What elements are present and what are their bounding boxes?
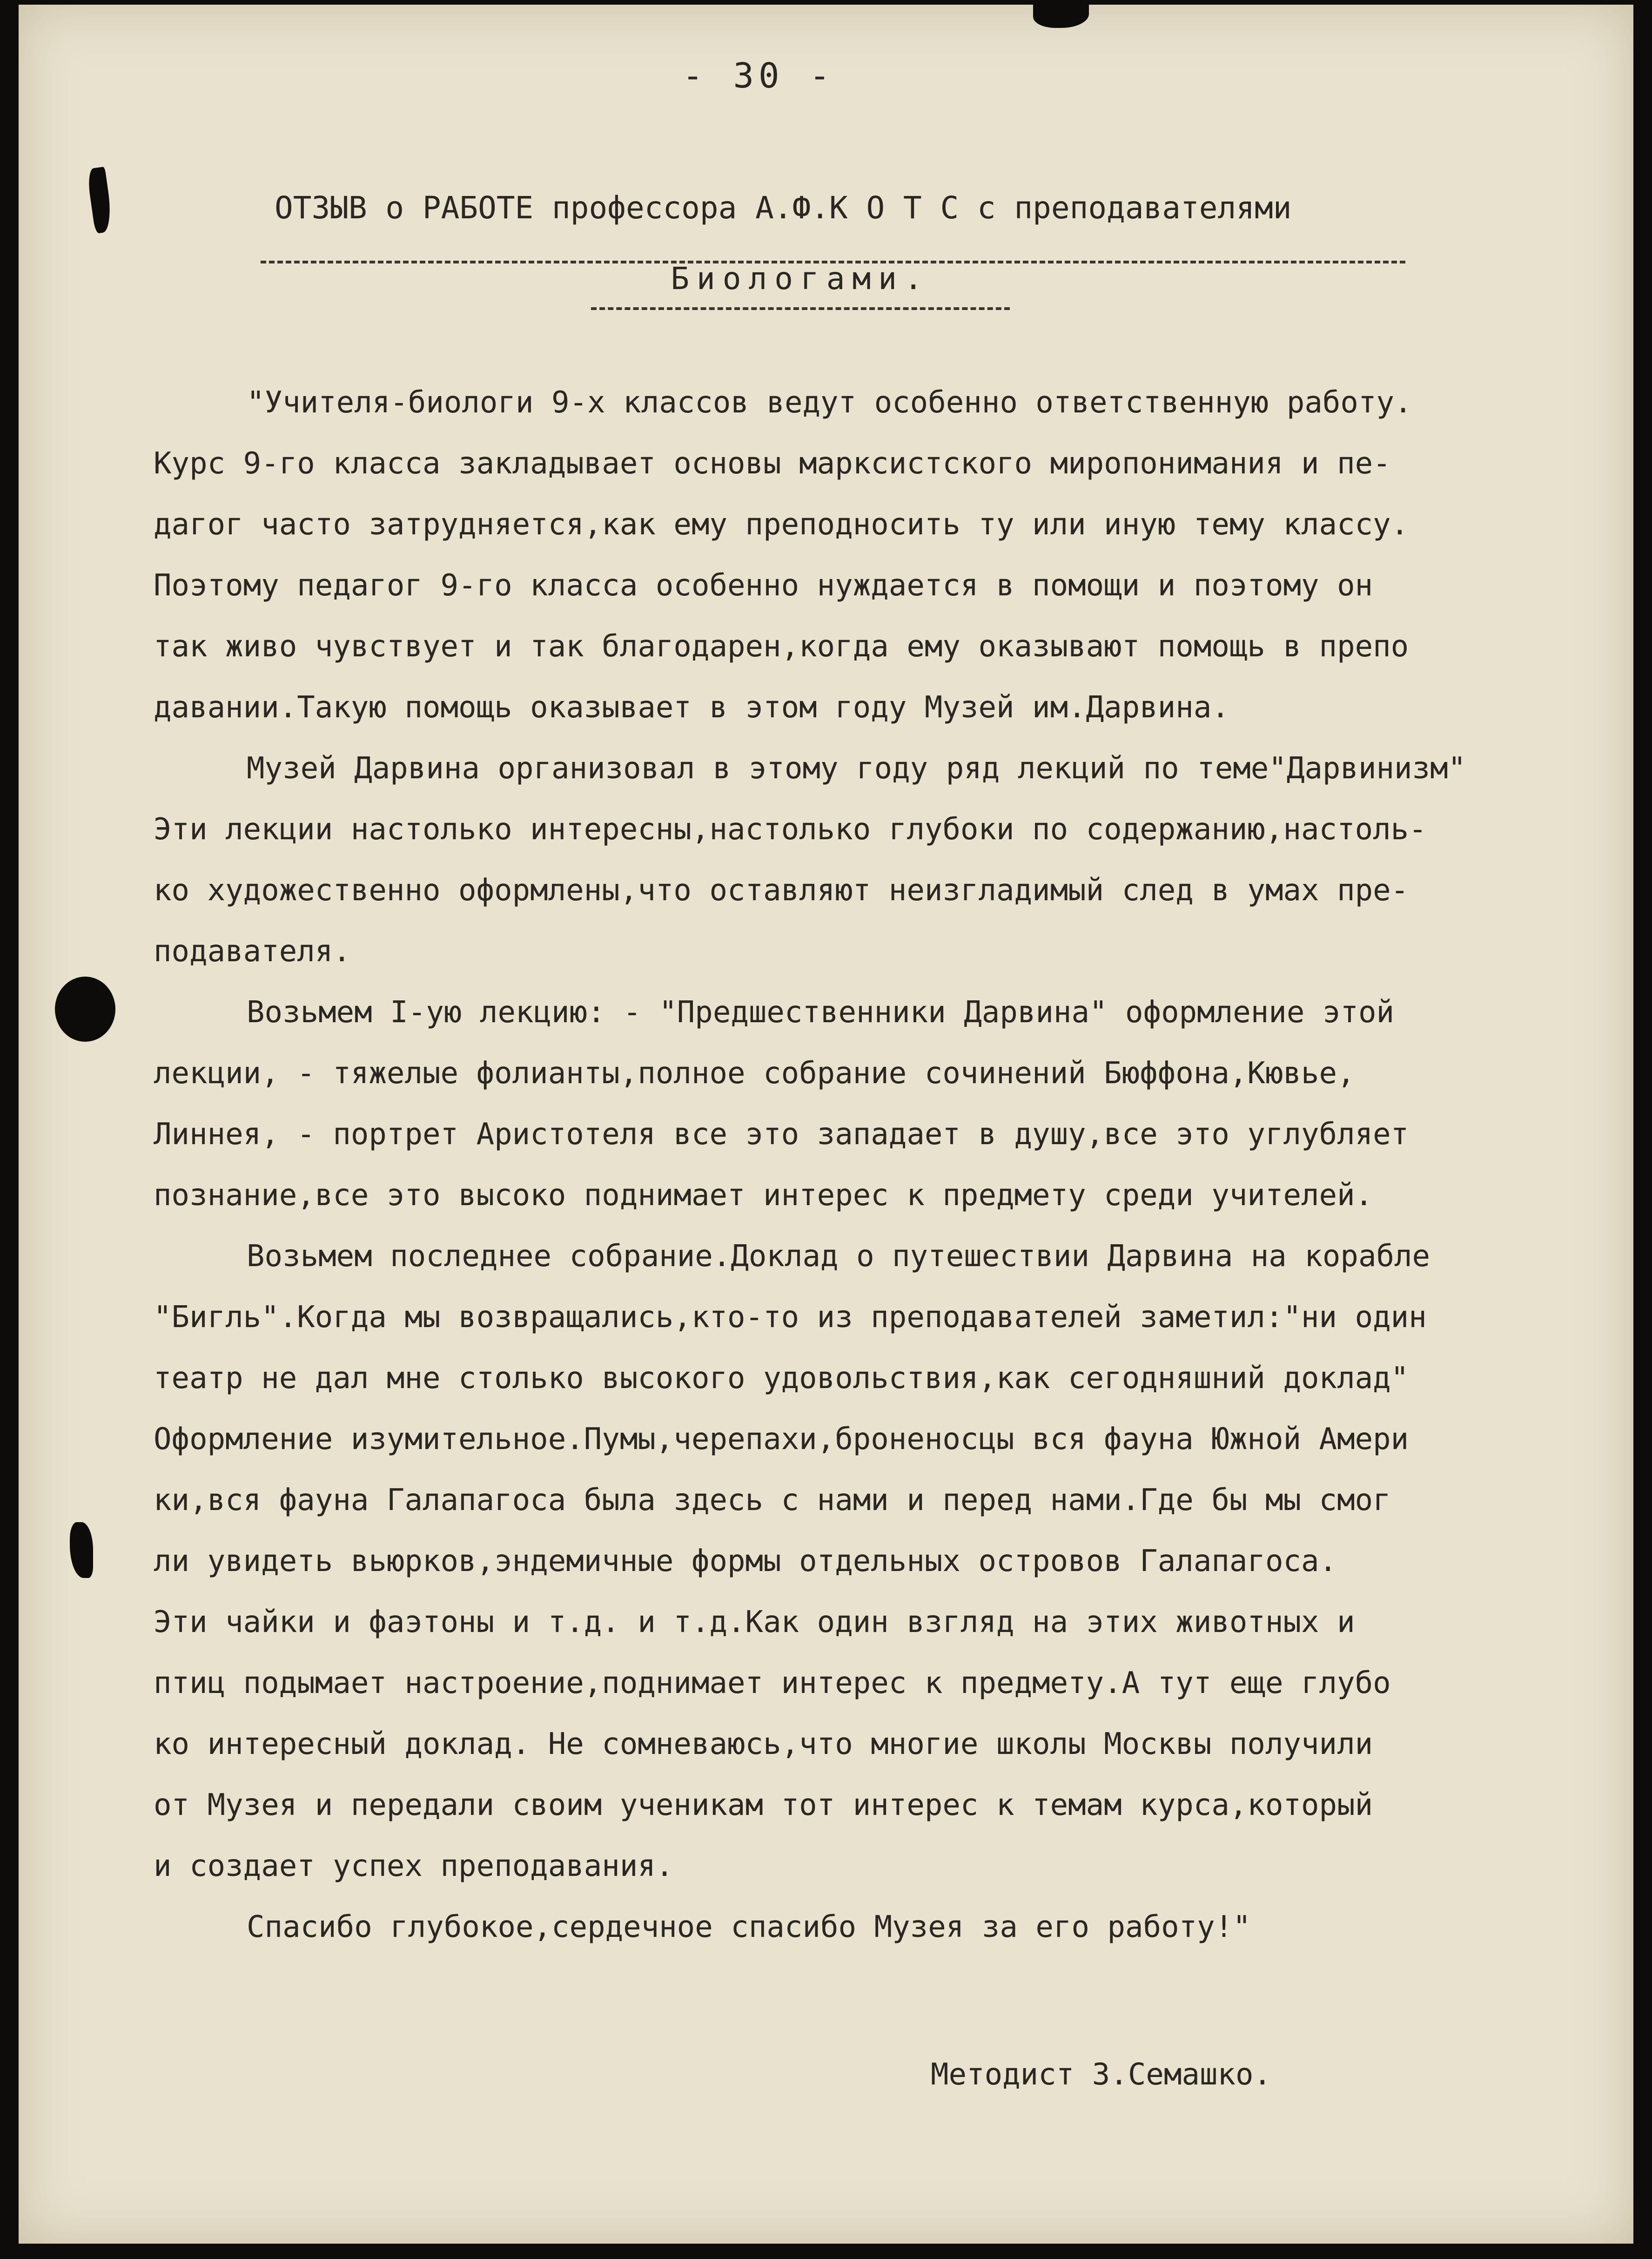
- text-line: "Бигль".Когда мы возвращались,кто-то из преподавателей заметил:"ни один: [154, 1300, 1427, 1335]
- text-line: познание,все это высоко поднимает интерес к предмету среди учителей.: [154, 1178, 1373, 1213]
- text-line: давании.Такую помощь оказывает в этом году Музей им.Дарвина.: [154, 690, 1229, 725]
- text-line: театр не дал мне столько высокого удовольствия,как сегодняшний доклад": [154, 1361, 1409, 1396]
- document-subtitle: Биологами.: [671, 261, 930, 297]
- subtitle-underline: [591, 307, 1010, 310]
- text-line: ко художественно оформлены,что оставляют неизгладимый след в умах пре-: [154, 873, 1409, 908]
- text-line: и создает успех преподавания.: [154, 1849, 674, 1883]
- text-line: Линнея, - портрет Аристотеля все это западает в душу,все это углубляет: [154, 1117, 1409, 1152]
- text-line: ли увидеть вьюрков,эндемичные формы отдельных островов Галапагоса.: [154, 1544, 1337, 1578]
- text-line: Эти чайки и фаэтоны и т.д. и т.д.Как один взгляд на этих животных и: [154, 1605, 1355, 1639]
- text-line: Курс 9-го класса закладывает основы марксистского миропонимания и пе-: [154, 446, 1391, 481]
- text-line: Поэтому педагог 9-го класса особенно нуждается в помощи и поэтому он: [154, 568, 1373, 603]
- text-line: ки,вся фауна Галапагоса была здесь с нами и перед нами.Где бы мы смог: [154, 1483, 1391, 1517]
- text-line: Музей Дарвина организовал в этому году ряд лекций по теме"Дарвинизм": [247, 751, 1466, 786]
- text-line: "Учителя-биологи 9-х классов ведут особенно ответственную работу.: [247, 385, 1412, 420]
- text-line: ко интересный доклад. Не сомневаюсь,что многие школы Москвы получили: [154, 1727, 1373, 1761]
- text-line: от Музея и передали своим ученикам тот интерес к темам курса,который: [154, 1788, 1373, 1822]
- text-line: Эти лекции настолько интересны,настолько глубоки по содержанию,настоль-: [154, 812, 1427, 847]
- text-line: птиц подымает настроение,поднимает интерес к предмету.А тут еще глубо: [154, 1666, 1391, 1700]
- text-line: так живо чувствует и так благодарен,когда ему оказывают помощь в препо: [154, 629, 1409, 664]
- signature-line: Методист З.Семашко.: [931, 2057, 1272, 2092]
- document-body: [154, 372, 1601, 1958]
- text-line: Спасибо глубокое,сердечное спасибо Музея за его работу!": [247, 1910, 1251, 1944]
- text-line: дагог часто затрудняется,как ему преподносить ту или иную тему классу.: [154, 507, 1409, 542]
- text-line: Оформление изумительное.Пумы,черепахи,броненосцы вся фауна Южной Амери: [154, 1422, 1409, 1457]
- text-line: лекции, - тяжелые фолианты,полное собрание сочинений Бюффона,Кювье,: [154, 1056, 1355, 1091]
- text-line: Возьмем последнее собрание.Доклад о путешествии Дарвина на корабле: [247, 1239, 1430, 1274]
- document-title: ОТЗЫВ о РАБОТЕ профессора А.Ф.К О Т С с преподавателями: [275, 190, 1292, 226]
- page-number: - 30 -: [682, 56, 835, 96]
- text-line: Возьмем I-ую лекцию: - "Предшественники Дарвина" оформление этой: [247, 995, 1394, 1030]
- text-line: подавателя.: [154, 934, 351, 969]
